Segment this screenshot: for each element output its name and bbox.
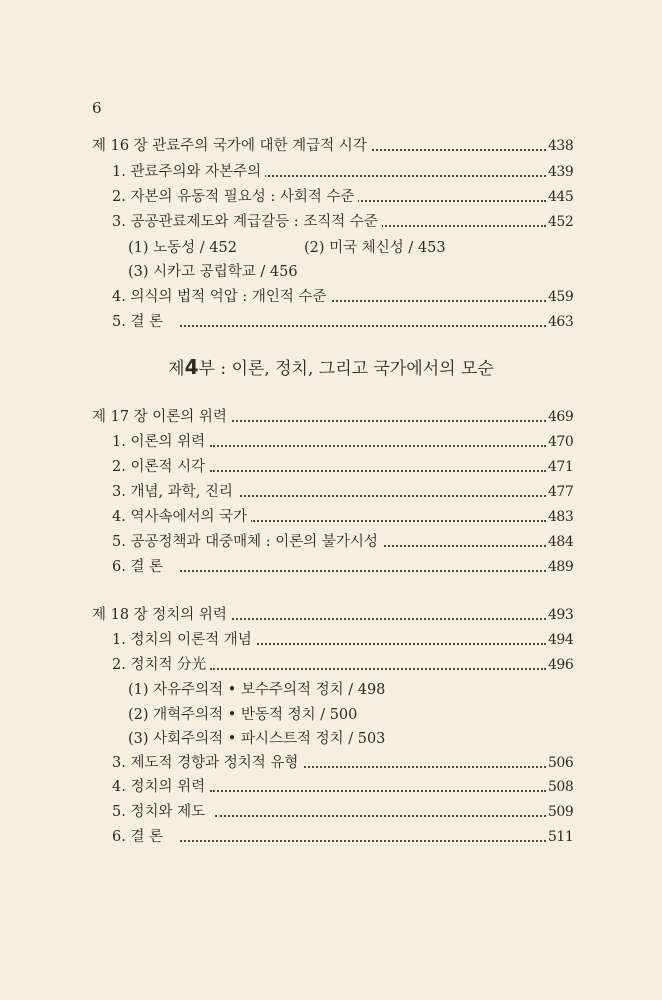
toc-chapter-17 xyxy=(0,405,662,429)
toc-entry xyxy=(0,825,662,849)
toc-entry-page: 506 xyxy=(548,755,574,771)
toc-entry xyxy=(0,160,662,184)
toc-entry-label: 4. 정치의 위력 xyxy=(112,775,209,799)
toc-entry-page: 477 xyxy=(548,484,574,500)
toc-entry-page: 463 xyxy=(548,314,574,330)
toc-entry-page: 459 xyxy=(548,289,574,305)
toc-entry-page: 438 xyxy=(548,138,574,154)
toc-entry-label: 2. 자본의 유동적 필요성 : 사회적 수준 xyxy=(112,185,358,209)
toc-entry xyxy=(0,775,662,799)
toc-entry-page: 445 xyxy=(548,189,574,205)
page-number: 6 xyxy=(92,99,102,117)
toc-entry xyxy=(0,285,662,309)
toc-entry-label: 4. 역사속에서의 국가 xyxy=(112,505,251,529)
toc-entry-label: 제 18 장 정치의 위력 xyxy=(92,603,231,627)
toc-entry-page: 511 xyxy=(548,829,574,845)
toc-entry-page: 470 xyxy=(548,434,574,450)
toc-entry-page: 508 xyxy=(548,779,574,795)
toc-entry xyxy=(0,310,662,334)
toc-entry xyxy=(0,210,662,234)
toc-entry-label: 4. 의식의 법적 억압 : 개인적 수준 xyxy=(112,285,330,309)
toc-entry-label: 6. 결 론 xyxy=(112,825,167,849)
toc-chapter-16 xyxy=(0,134,662,158)
toc-subentry: (3) 사회주의적 • 파시스트적 정치 / 503 xyxy=(128,731,386,747)
toc-entry xyxy=(0,530,662,554)
part-heading-prefix: 제 xyxy=(168,359,185,379)
toc-entry xyxy=(0,628,662,652)
toc-entry-page: 489 xyxy=(548,559,574,575)
toc-entry-page: 483 xyxy=(548,509,574,525)
toc-entry-label: 1. 관료주의와 자본주의 xyxy=(112,160,265,184)
toc-entry-label: 6. 결 론 xyxy=(112,555,167,579)
toc-entry-label: 제 16 장 관료주의 국가에 대한 계급적 시각 xyxy=(92,134,371,158)
toc-entry-label: 3. 공공관료제도와 계급갈등 : 조직적 수준 xyxy=(112,210,382,234)
part-heading-title: 부 : 이론, 정치, 그리고 국가에서의 모순 xyxy=(198,359,494,379)
toc-entry xyxy=(0,751,662,775)
toc-entry xyxy=(0,455,662,479)
toc-entry xyxy=(0,505,662,529)
toc-entry-label: 1. 정치의 이론적 개념 xyxy=(112,628,256,652)
toc-entry-page: 469 xyxy=(548,409,574,425)
toc-entry-page: 471 xyxy=(548,459,574,475)
toc-entry-label: 3. 개념, 과학, 진리 xyxy=(112,480,237,504)
toc-entry-page: 509 xyxy=(548,804,574,820)
toc-entry xyxy=(0,800,662,824)
toc-subentry: (1) 노동성 / 452 xyxy=(128,240,237,256)
toc-entry-label: 2. 이론적 시각 xyxy=(112,455,209,479)
toc-entry-label: 5. 결 론 xyxy=(112,310,167,334)
toc-entry xyxy=(0,653,662,677)
toc-entry-page: 494 xyxy=(548,632,574,648)
toc-entry-label: 1. 이론의 위력 xyxy=(112,430,209,454)
toc-entry xyxy=(0,555,662,579)
toc-entry xyxy=(0,480,662,504)
toc-subentry: (1) 자유주의적 • 보수주의적 정치 / 498 xyxy=(128,682,386,698)
toc-entry-page: 452 xyxy=(548,214,574,230)
part-heading-number: 4 xyxy=(184,355,199,379)
toc-entry-label: 2. 정치적 分光 xyxy=(112,653,210,677)
toc-subentry: (2) 개혁주의적 • 반동적 정치 / 500 xyxy=(128,707,358,723)
toc-chapter-18 xyxy=(0,603,662,627)
part-heading xyxy=(0,354,662,382)
toc-entry-page: 439 xyxy=(548,164,574,180)
toc-entry-page: 484 xyxy=(548,534,574,550)
toc-subentry: (3) 시카고 공립학교 / 456 xyxy=(128,264,298,280)
toc-entry-label: 5. 정치와 제도 xyxy=(112,800,209,824)
toc-entry-label: 3. 제도적 경향과 정치적 유형 xyxy=(112,751,302,775)
toc-entry-label: 제 17 장 이론의 위력 xyxy=(92,405,231,429)
toc-entry-label: 5. 공공정책과 대중매체 : 이론의 불가시성 xyxy=(112,530,382,554)
toc-entry-page: 496 xyxy=(548,657,574,673)
toc-entry xyxy=(0,185,662,209)
toc-entry-page: 493 xyxy=(548,607,574,623)
toc-entry xyxy=(0,430,662,454)
toc-subentry: (2) 미국 체신성 / 453 xyxy=(304,240,446,256)
